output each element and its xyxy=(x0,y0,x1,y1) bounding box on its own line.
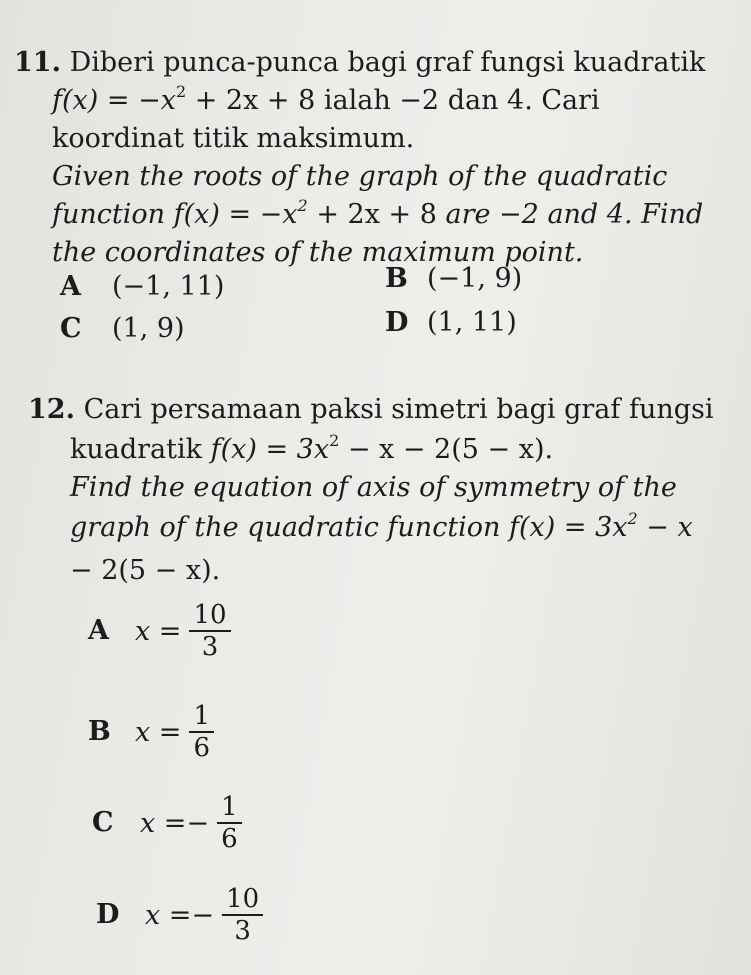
option-value: (−1, 9) xyxy=(427,263,523,294)
q12-malay-line-1: 12. Cari persamaan paksi simetri bagi graf fungsi xyxy=(28,394,714,425)
q12-number: 12. xyxy=(28,394,75,425)
option-letter: D xyxy=(96,899,120,930)
option-letter: B xyxy=(88,716,111,747)
fraction: $\frac{1}{6}$ xyxy=(189,701,214,763)
option-letter: A xyxy=(60,271,81,302)
q11-malay-line-2: $f(x) = -x^2 + 2x + 8$ ialah −2 dan 4. Cari xyxy=(52,82,600,116)
option-letter: A xyxy=(88,615,109,646)
fraction: $\frac{10}{3}$ xyxy=(222,884,263,946)
q11-number: 11. xyxy=(14,47,61,78)
q11-english-line-1: Given the roots of the graph of the quadratic xyxy=(52,161,668,192)
option-value: (−1, 11) xyxy=(112,271,225,302)
q12-malay-line-2: kuadratik $f(x) = 3x^2 - x - 2(5 - x)$. xyxy=(70,431,554,465)
q12-english-line-1: Find the equation of axis of symmetry of the xyxy=(70,472,677,503)
q12-english-line-2: graph of the quadratic function $f(x) = 3x^2 - x$ xyxy=(70,509,693,543)
option-letter: D xyxy=(385,307,409,338)
fraction: $\frac{1}{6}$ xyxy=(217,792,242,854)
q11-english-line-2: function $f(x) = -x^2 + 2x + 8$ are −2 and 4. Find xyxy=(52,196,704,230)
q11-english-line-3: the coordinates of the maximum point. xyxy=(52,237,584,268)
option-value: (1, 11) xyxy=(427,307,517,338)
fraction: $\frac{10}{3}$ xyxy=(189,600,230,662)
option-expression: x = − $\frac{10}{3}$ xyxy=(145,884,263,946)
option-value: (1, 9) xyxy=(112,313,185,344)
option-letter: C xyxy=(60,313,82,344)
q11-malay-line-1: 11. Diberi punca-punca bagi graf fungsi kuadratik xyxy=(14,47,706,78)
option-expression: x = − $\frac{1}{6}$ xyxy=(140,792,242,854)
q12-english-line-3: − 2(5 − x). xyxy=(70,555,221,586)
option-expression: x = $\frac{10}{3}$ xyxy=(135,600,231,662)
option-letter: B xyxy=(385,263,408,294)
option-letter: C xyxy=(92,807,114,838)
option-expression: x = $\frac{1}{6}$ xyxy=(135,701,214,763)
q11-malay-line-3: koordinat titik maksimum. xyxy=(52,123,415,154)
